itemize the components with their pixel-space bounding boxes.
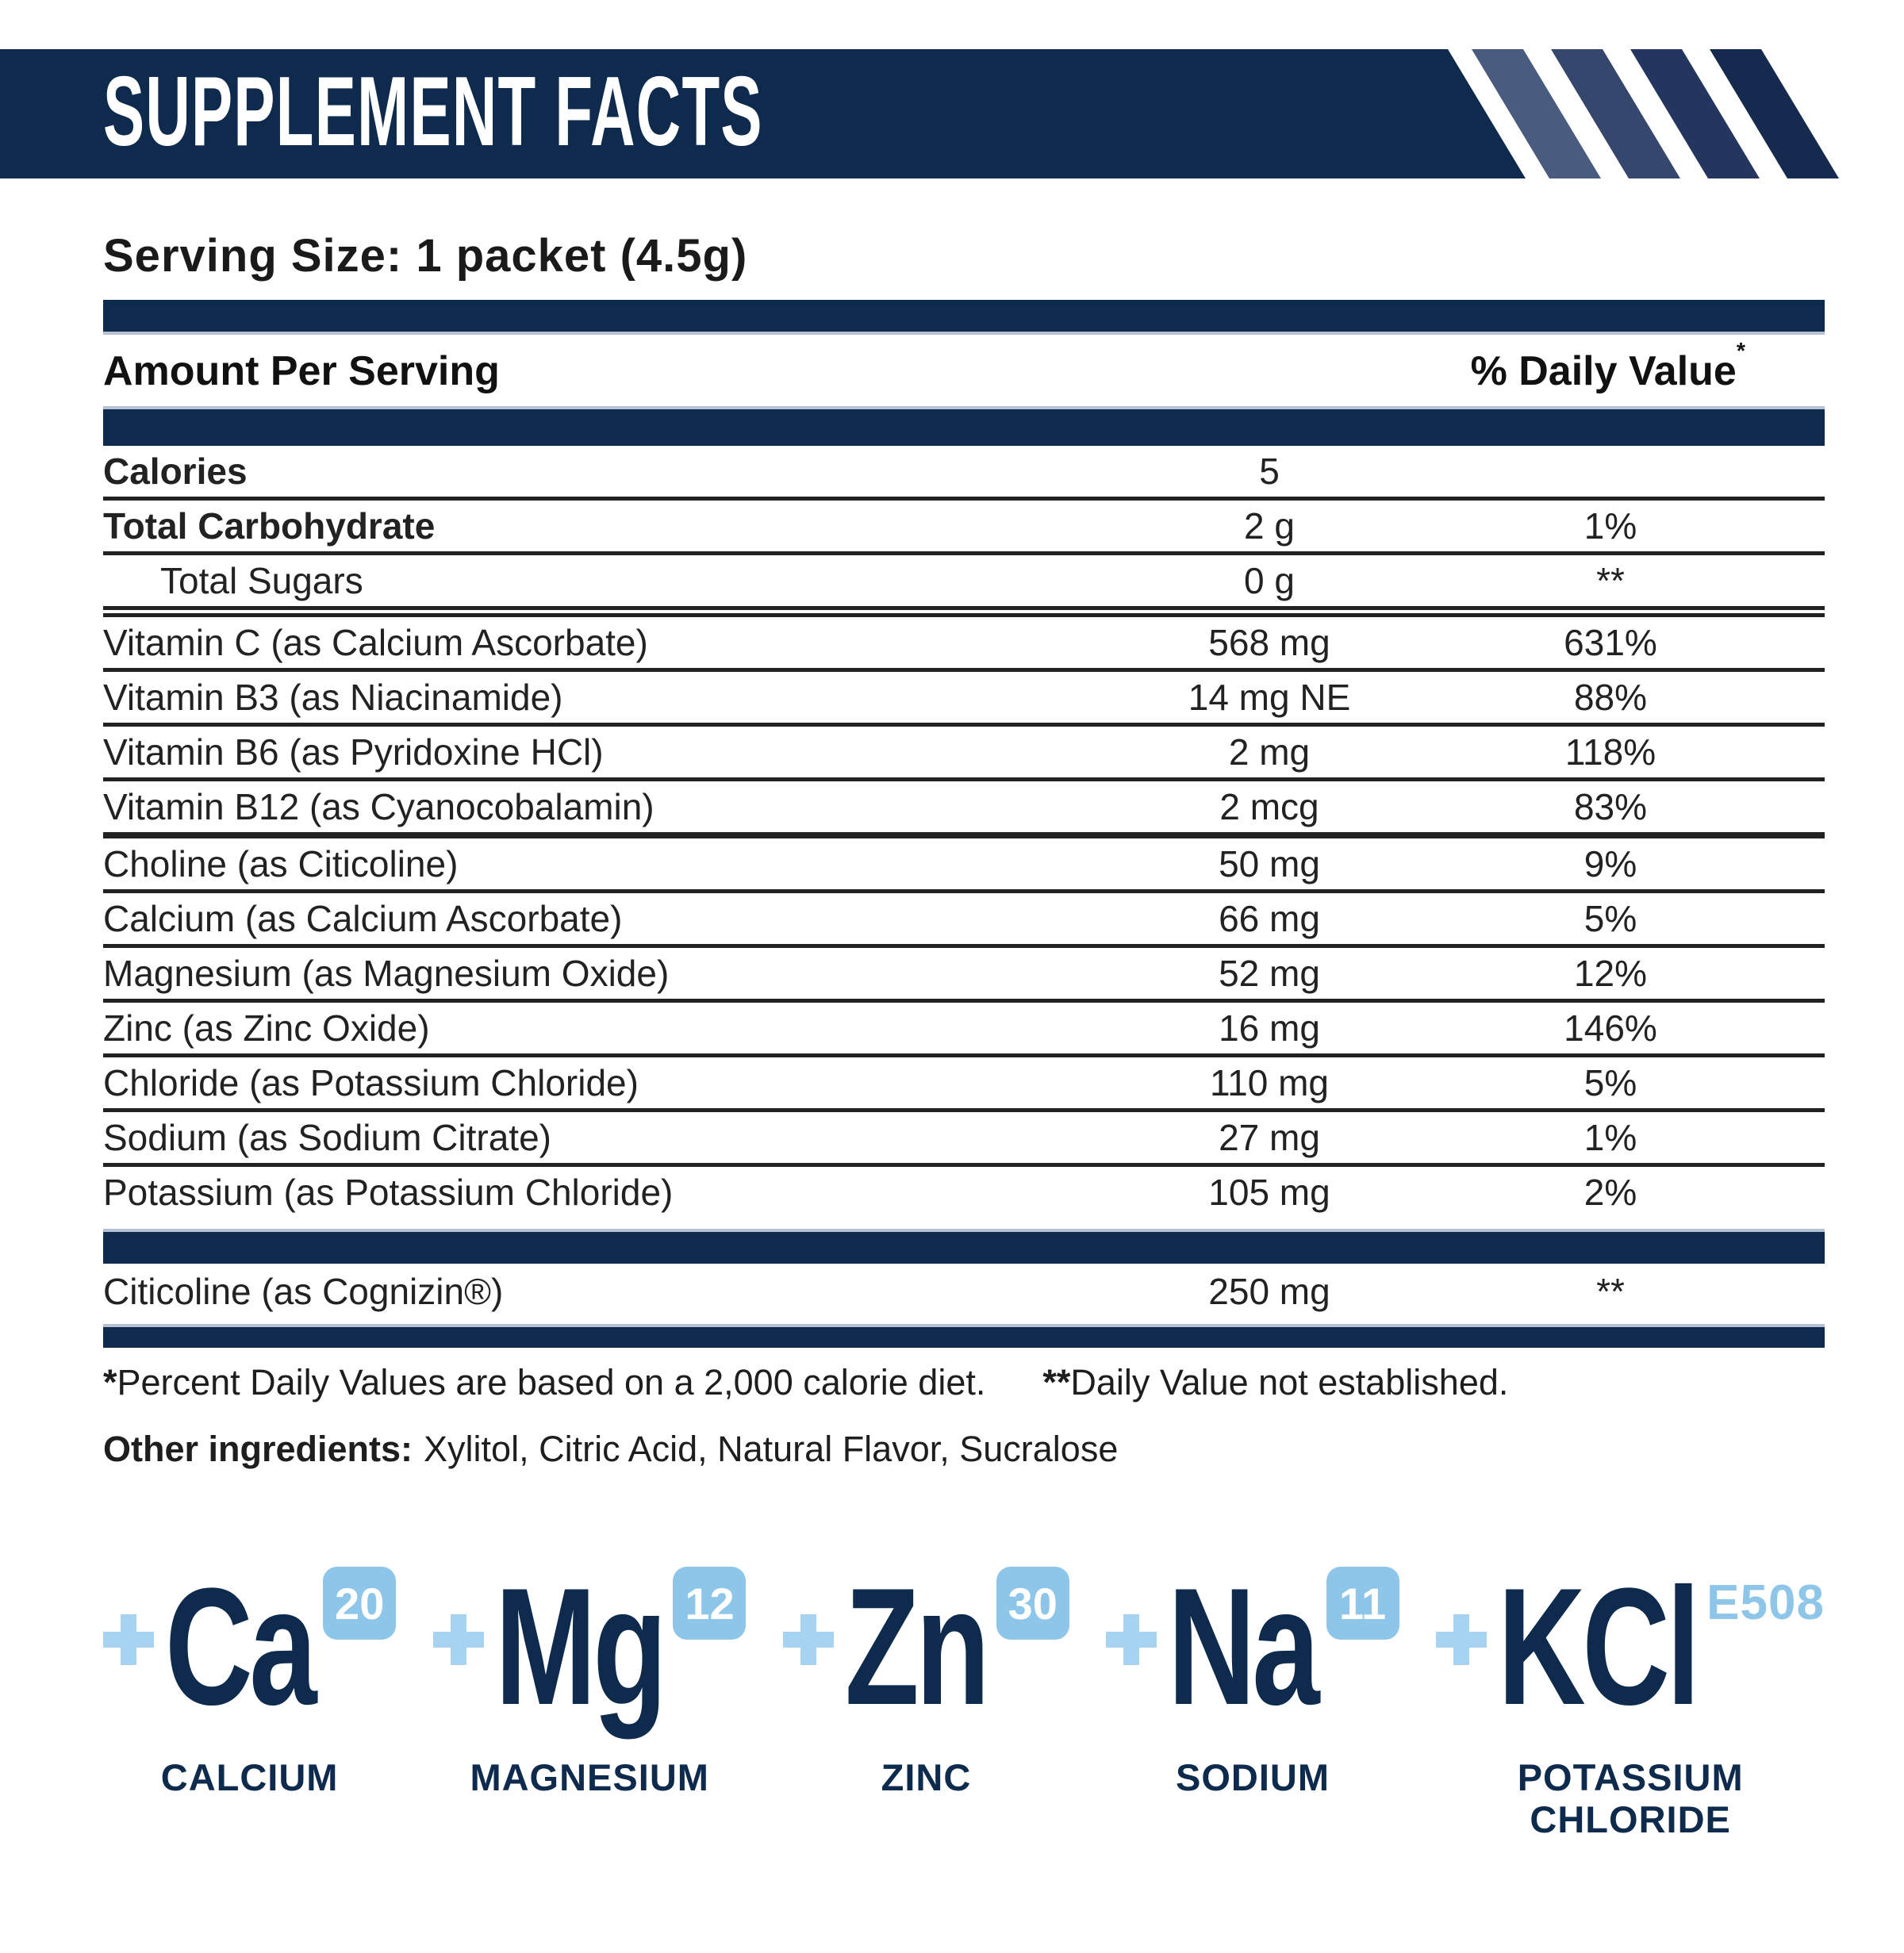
plus-icon bbox=[1106, 1614, 1157, 1665]
atomic-number-badge: 11 bbox=[1326, 1567, 1399, 1640]
nutrient-name: Citicoline (as Cognizin®) bbox=[103, 1271, 504, 1312]
nutrient-row bbox=[103, 781, 1825, 838]
element-symbol: Na bbox=[1168, 1553, 1317, 1740]
nutrient-name: Calories bbox=[103, 451, 248, 492]
nutrient-table bbox=[103, 446, 1825, 1218]
nutrient-amount: 110 mg bbox=[1209, 1062, 1330, 1103]
page-title: SUPPLEMENT FACTS bbox=[103, 56, 763, 167]
nutrient-name: Magnesium (as Magnesium Oxide) bbox=[103, 953, 670, 994]
nutrient-name: Vitamin B12 (as Cyanocobalamin) bbox=[103, 786, 654, 827]
footnote-daily-value: *Percent Daily Values are based on a 2,000 calorie diet. bbox=[103, 1362, 986, 1402]
atomic-number-badge: 20 bbox=[323, 1567, 396, 1640]
element-card bbox=[1106, 1553, 1399, 1840]
atomic-number-badge: 30 bbox=[996, 1567, 1069, 1640]
element-name: ZINC bbox=[881, 1756, 972, 1798]
element-card bbox=[783, 1553, 1069, 1840]
element-symbol: KCl bbox=[1498, 1553, 1698, 1740]
nutrient-amount: 0 g bbox=[1244, 560, 1295, 601]
nutrient-row bbox=[103, 1167, 1825, 1218]
nutrient-amount: 2 mcg bbox=[1219, 786, 1319, 827]
nutrient-name: Vitamin B3 (as Niacinamide) bbox=[103, 677, 563, 718]
element-name: MAGNESIUM bbox=[470, 1756, 709, 1798]
nutrient-amount: 5 bbox=[1259, 451, 1280, 492]
element-card bbox=[433, 1553, 747, 1840]
divider-bar-top bbox=[103, 300, 1825, 335]
footnote-double-asterisk: ** bbox=[1042, 1362, 1071, 1402]
nutrient-row bbox=[103, 838, 1825, 893]
other-ingredients bbox=[103, 1429, 1825, 1470]
other-ingredients-label: Other ingredients: bbox=[103, 1429, 413, 1469]
nutrient-daily-value: 5% bbox=[1583, 1062, 1637, 1103]
footnote-asterisk: * bbox=[103, 1362, 117, 1402]
facts-panel bbox=[103, 229, 1825, 1840]
nutrient-row bbox=[103, 1057, 1825, 1112]
nutrient-amount: 52 mg bbox=[1219, 953, 1320, 994]
divider-bar-citicoline-top bbox=[103, 1229, 1825, 1264]
nutrient-amount: 105 mg bbox=[1208, 1172, 1330, 1213]
nutrient-daily-value: 118% bbox=[1564, 731, 1656, 773]
nutrient-daily-value: 12% bbox=[1573, 953, 1648, 994]
nutrient-amount: 16 mg bbox=[1219, 1007, 1320, 1049]
nutrient-row bbox=[103, 501, 1825, 555]
footnote-not-established: **Daily Value not established. bbox=[1042, 1362, 1509, 1402]
nutrient-amount: 66 mg bbox=[1219, 898, 1320, 939]
nutrient-amount: 27 mg bbox=[1219, 1117, 1320, 1158]
element-card bbox=[1436, 1553, 1825, 1840]
citicoline-section bbox=[103, 1264, 1825, 1319]
nutrient-daily-value: 631% bbox=[1564, 622, 1657, 663]
divider-bar-bottom bbox=[103, 1324, 1825, 1348]
footnotes bbox=[103, 1362, 1825, 1403]
nutrient-name: Choline (as Citicoline) bbox=[103, 843, 459, 884]
nutrient-amount: 2 mg bbox=[1228, 731, 1311, 773]
nutrient-name: Sodium (as Sodium Citrate) bbox=[103, 1117, 551, 1158]
mineral-elements-row bbox=[103, 1553, 1825, 1840]
nutrient-row bbox=[103, 1264, 1825, 1319]
element-name: SODIUM bbox=[1176, 1756, 1330, 1798]
plus-icon bbox=[103, 1614, 154, 1665]
section-double-rule bbox=[103, 606, 1825, 617]
serving-size: Serving Size: 1 packet (4.5g) bbox=[103, 230, 748, 282]
nutrient-row bbox=[103, 1003, 1825, 1057]
element-name: CALCIUM bbox=[160, 1756, 339, 1798]
nutrient-daily-value: ** bbox=[1596, 1271, 1625, 1312]
e-number-code: E508 bbox=[1706, 1575, 1825, 1630]
nutrient-row bbox=[103, 893, 1825, 948]
nutrient-row bbox=[103, 1112, 1825, 1167]
nutrient-amount: 250 mg bbox=[1208, 1271, 1330, 1312]
nutrient-daily-value: 1% bbox=[1583, 505, 1637, 547]
supplement-facts-label bbox=[0, 49, 1904, 1840]
daily-value-asterisk: * bbox=[1736, 339, 1745, 365]
nutrient-row bbox=[103, 727, 1825, 781]
element-symbol: Zn bbox=[845, 1553, 987, 1740]
nutrient-row bbox=[103, 672, 1825, 727]
element-symbol: Mg bbox=[494, 1553, 664, 1740]
nutrient-name: Total Carbohydrate bbox=[103, 505, 436, 547]
nutrient-name: Potassium (as Potassium Chloride) bbox=[103, 1172, 674, 1213]
element-symbol: Ca bbox=[165, 1553, 314, 1740]
nutrient-daily-value: 146% bbox=[1564, 1007, 1657, 1049]
nutrient-daily-value: 9% bbox=[1583, 843, 1637, 884]
nutrient-amount: 2 g bbox=[1244, 505, 1295, 547]
nutrient-amount: 14 mg NE bbox=[1188, 677, 1351, 718]
element-name: POTASSIUM CHLORIDE bbox=[1517, 1756, 1744, 1840]
nutrient-daily-value: 88% bbox=[1573, 677, 1648, 718]
nutrient-amount: 568 mg bbox=[1208, 622, 1330, 663]
plus-icon bbox=[1436, 1614, 1487, 1665]
nutrient-daily-value: 5% bbox=[1583, 898, 1637, 939]
nutrient-row bbox=[103, 446, 1825, 501]
nutrient-name: Vitamin C (as Calcium Ascorbate) bbox=[103, 622, 648, 663]
element-card bbox=[103, 1553, 396, 1840]
header-band bbox=[0, 49, 1904, 178]
divider-bar-header bbox=[103, 406, 1825, 446]
nutrient-name: Total Sugars bbox=[160, 560, 363, 601]
nutrient-name: Zinc (as Zinc Oxide) bbox=[103, 1007, 430, 1049]
table-header-row bbox=[103, 339, 1825, 395]
nutrient-daily-value: 1% bbox=[1583, 1117, 1637, 1158]
nutrient-daily-value: 83% bbox=[1573, 786, 1648, 827]
nutrient-amount: 50 mg bbox=[1219, 843, 1320, 884]
plus-icon bbox=[783, 1614, 834, 1665]
other-ingredients-list: Xylitol, Citric Acid, Natural Flavor, Sucralose bbox=[424, 1429, 1119, 1469]
nutrient-name: Vitamin B6 (as Pyridoxine HCl) bbox=[103, 731, 604, 773]
nutrient-name: Calcium (as Calcium Ascorbate) bbox=[103, 898, 623, 939]
nutrient-row bbox=[103, 617, 1825, 672]
nutrient-row bbox=[103, 948, 1825, 1003]
nutrient-name: Chloride (as Potassium Chloride) bbox=[103, 1062, 639, 1103]
plus-icon bbox=[433, 1614, 484, 1665]
atomic-number-badge: 12 bbox=[673, 1567, 746, 1640]
amount-per-serving-header: Amount Per Serving bbox=[103, 348, 500, 394]
nutrient-daily-value: 2% bbox=[1583, 1172, 1637, 1213]
nutrient-daily-value: ** bbox=[1596, 560, 1625, 601]
daily-value-header: % Daily Value* bbox=[1470, 339, 1745, 394]
nutrient-row bbox=[103, 555, 1825, 606]
